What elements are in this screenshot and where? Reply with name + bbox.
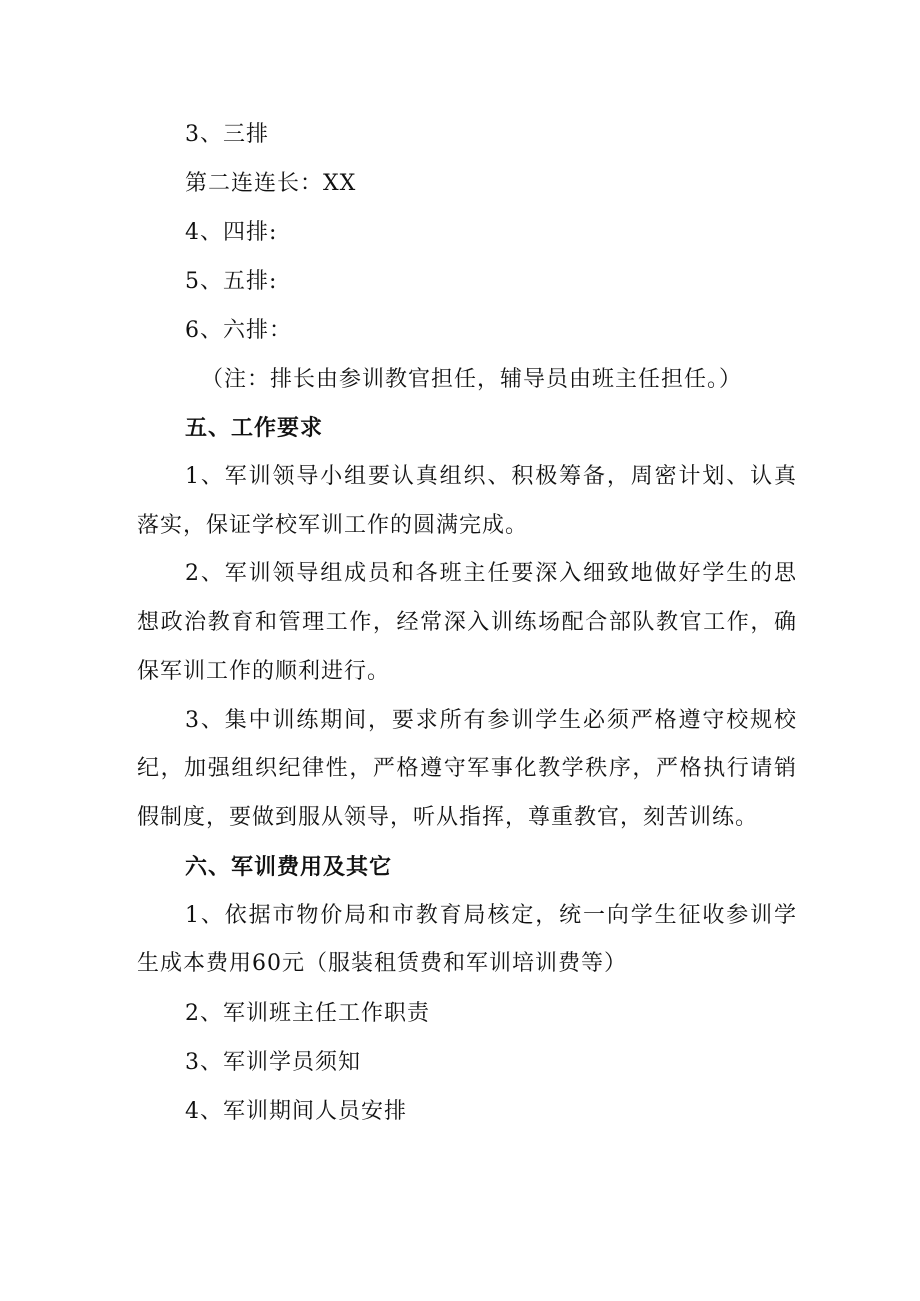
document-body	[137, 110, 797, 1136]
section-5-paragraph-2: 2、军训领导组成员和各班主任要深入细致地做好学生的思想政治教育和管理工作，经常深入训练场配合部队教官工作，确保军训工作的顺利进行。	[137, 561, 797, 684]
org-line-company-2-commander: 第二连连长：XX	[185, 171, 357, 196]
section-5-heading: 五、工作要求	[185, 416, 324, 441]
section-6-item-4: 4、军训期间人员安排	[185, 1099, 407, 1125]
section-5-paragraph-3: 3、集中训练期间，要求所有参训学生必须严格遵守校规校纪，加强组织纪律性，严格遵守军事化教学秩序，严格执行请销假制度，要做到服从领导，听从指挥，尊重教官，刻苦训练。	[137, 707, 797, 830]
section-6-paragraph-1: 1、依据市物价局和市教育局核定，统一向学生征收参训学生成本费用60元（服装租赁费和军训培训费等）	[137, 902, 797, 977]
org-line-platoon-5: 5、五排:	[185, 269, 278, 294]
org-line-platoon-3: 3、三排	[185, 122, 269, 147]
org-note: （注：排长由参训教官担任，辅导员由班主任担任。）	[201, 367, 743, 392]
section-5-paragraph-1: 1、军训领导小组要认真组织、积极筹备，周密计划、认真落实，保证学校军训工作的圆满完成。	[137, 464, 797, 538]
org-line-platoon-6: 6、六排：	[185, 318, 292, 343]
org-line-platoon-4: 4、四排:	[185, 220, 278, 245]
section-6-item-3: 3、军训学员须知	[185, 1050, 361, 1076]
section-6-heading: 六、军训费用及其它	[185, 854, 393, 880]
section-6-item-2: 2、军训班主任工作职责	[185, 1001, 430, 1027]
